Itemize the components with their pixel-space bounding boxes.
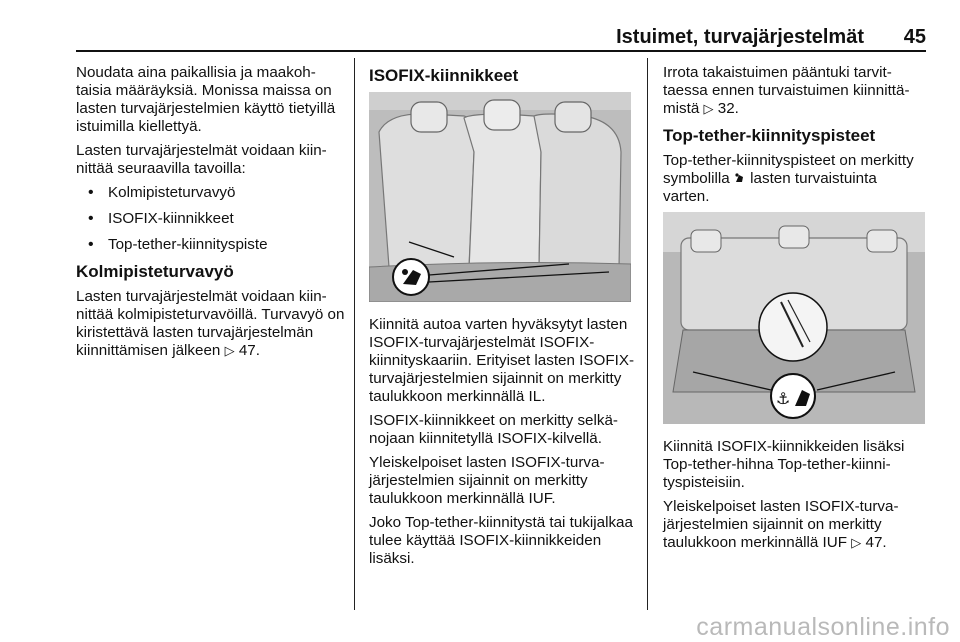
page-reference-arrow-icon: ▷ <box>851 535 862 550</box>
belt-paragraph: Lasten turvajärjestelmät voidaan kiinnittää kolmipisteturvavöillä. Turvavyö on kiristettävä lasten turvajärjestelmän kiinnittämisen jälkeen ▷ 47. <box>76 288 345 359</box>
top-tether-paragraph-2: Kiinnitä ISOFIX-kiinnikkeiden lisäksi Top-tether-hihna Top-tether-kiinnityspisteisiin. <box>663 438 905 491</box>
list-item: • ISOFIX-kiinnikkeet <box>76 210 346 228</box>
page-number: 45 <box>903 26 926 48</box>
top-tether-paragraph-3: Yleiskelpoiset lasten ISOFIX-turvajärjestelmien sijainnit on merkitty taulukkoon merkinnällä IUF ▷ 47. <box>663 498 899 551</box>
rear-seat-isofix-illustration <box>369 92 631 302</box>
isofix-paragraph-3: Yleiskelpoiset lasten ISOFIX-turvajärjestelmien sijainnit on merkitty taulukkoon merkinnällä IUF. <box>369 454 605 507</box>
methods-list <box>76 184 346 254</box>
column-divider-1 <box>354 58 355 610</box>
column-3 <box>663 64 927 558</box>
page-reference-arrow-icon: ▷ <box>224 343 235 358</box>
isofix-paragraph-2: ISOFIX-kiinnikkeet on merkitty selkänojaan kiinnitetyllä ISOFIX-kilvellä. <box>369 412 618 447</box>
intro-paragraph: Noudata aina paikallisia ja maakohtaisia määräyksiä. Monissa maissa on lasten turvajärjestelmien käyttö tietyillä istuimilla kiellettyä. <box>76 64 336 135</box>
page-reference: 32. <box>717 100 739 117</box>
svg-text:⚓: ⚓ <box>776 389 791 408</box>
column-divider-2 <box>647 58 648 610</box>
top-tether-paragraph-1: Top-tether-kiinnityspisteet on merkitty symbolilla lasten turvaistuinta varten. <box>663 152 914 205</box>
page-reference: 47. <box>238 342 260 359</box>
page-title: Istuimet, turvajärjestelmät <box>616 26 864 48</box>
column-2 <box>369 64 635 574</box>
column-1 <box>76 64 346 366</box>
list-item: • Top-tether-kiinnityspiste <box>76 236 346 254</box>
top-tether-heading: Top-tether-kiinnityspisteet <box>663 126 876 145</box>
page-reference: 47. <box>865 534 887 551</box>
methods-paragraph: Lasten turvajärjestelmät voidaan kiinnittää seuraavilla tavoilla: <box>76 142 327 177</box>
header-rule <box>76 50 926 52</box>
isofix-paragraph-4: Joko Top-tether-kiinnitystä tai tukijalkaa tulee käyttää ISOFIX-kiinnikkeiden lisäksi. <box>369 514 633 567</box>
headrest-paragraph: Irrota takaistuimen pääntuki tarvittaessa ennen turvaistuimen kiinnittämistä ▷ 32. <box>663 64 910 117</box>
isofix-heading: ISOFIX-kiinnikkeet <box>369 66 519 85</box>
page-header <box>76 26 926 50</box>
belt-heading: Kolmipisteturvavyö <box>76 262 234 281</box>
isofix-paragraph-1: Kiinnitä autoa varten hyväksytyt lasten ISOFIX-turvajärjestelmät ISOFIX-kiinnityskaariin. Erityiset lasten ISOFIX-turvajärjestelmien sijainnit on merkitty taulukkoon merkinnällä IL. <box>369 316 635 405</box>
page-reference-arrow-icon: ▷ <box>703 101 714 116</box>
list-item: • Kolmipisteturvavyö <box>76 184 346 202</box>
child-seat-symbol-icon <box>734 170 750 187</box>
watermark: carmanualsonline.info <box>696 613 950 641</box>
top-tether-illustration <box>663 212 925 424</box>
